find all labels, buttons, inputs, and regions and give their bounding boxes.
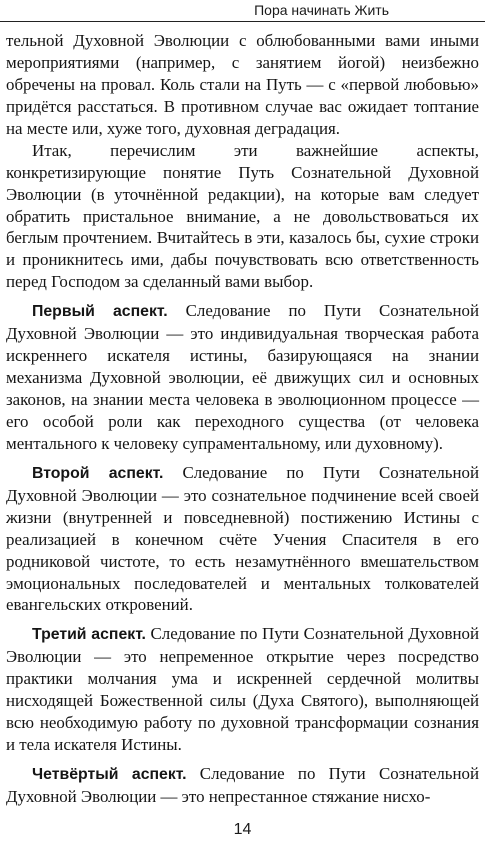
page-number: 14 xyxy=(233,821,252,838)
aspect-heading: Третий аспект. xyxy=(32,626,146,644)
paragraph-text: Следование по Пути Сознательной Духовной Эволюции — это непременное открытие через посредство практики молчания ума и искренней сердечной молитвы нисходящей Божественной силы (Духа Святого), выполняющей всю необходимую работу по духовной трансформации сознания и тела искателя Истины. xyxy=(6,624,479,755)
paragraph-aspects-intro xyxy=(6,140,479,294)
paragraph-text: Итак, перечислим эти важнейшие аспекты, конкретизирующие понятие Путь Сознательной Духовной Эволюции (в уточнённой редакции), на которые вам следует обратить пристальное внимание, а не довольствоваться их беглым прочтением. Вчитайтесь в эти, казалось бы, сухие строки и проникнитесь ими, дабы почувствовать всю ответственность перед Господом за сделанный вами выбор. xyxy=(6,140,479,292)
aspect-heading: Второй аспект. xyxy=(32,464,164,482)
paragraph-text: Следование по Пути Сознательной Духовной Эволюции — это сознательное подчинение всей своей жизни (внутренней и повседневной) постижению Истины с реализацией в конечном счёте Учения Спасителя в его родниковой чистоте, то есть незамутнённого вмешательством эмоциональных последователей и ментальных толкователей евангельских откровений. xyxy=(6,462,480,615)
page-body xyxy=(6,30,479,808)
paragraph-continuation xyxy=(6,30,479,140)
running-head xyxy=(0,0,485,22)
paragraph-text: Следование по Пути Сознательной Духовной Эволюции — это индивидуальная творческая работа искреннего искателя истины, базирующаяся на знании механизма Духовной эволюции, её движущих сил и основных законов, на знании места человека в эволюционном процессе — его особой роли как переходного существа (от человека ментального к человеку супраментальному, или духовному). xyxy=(6,301,479,453)
paragraph-aspect-second xyxy=(6,462,479,617)
paragraph-aspect-fourth xyxy=(6,763,479,808)
aspect-heading: Четвёртый аспект. xyxy=(32,766,187,783)
aspect-heading: Первый аспект. xyxy=(32,303,168,321)
paragraph-aspect-first xyxy=(6,300,479,455)
paragraph-text: Следование по Пути Сознательной Духовной Эволюции — это непрестанное стяжание нисхо- xyxy=(6,764,479,806)
paragraph-text: тельной Духовной Эволюции с облюбованными вами иными мероприятиями (например, с занятием йогой) неизбежно обречены на провал. Коль стали на Путь — с «первой любовью» придётся расстаться. В противном случае вас ожидает топтание на месте или, хуже того, духовная деградация. xyxy=(6,31,479,138)
running-head-title: Пора начинать Жить xyxy=(254,2,389,18)
paragraph-aspect-third xyxy=(6,623,479,756)
